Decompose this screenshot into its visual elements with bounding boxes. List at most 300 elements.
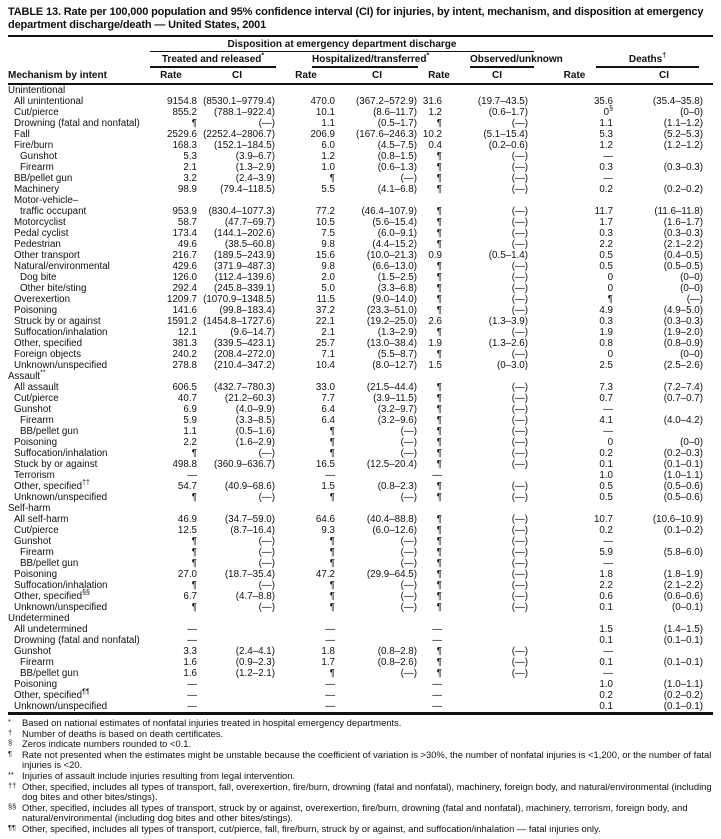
rate-cell: 1.2 [599, 140, 614, 151]
ci-cell: (40.4–88.8) [366, 514, 417, 525]
ci-cell: (0.2–0.2) [663, 690, 704, 701]
rate-cell: — [187, 635, 197, 646]
rate-cell: ¶ [329, 668, 335, 679]
ci-cell: (—) [511, 580, 529, 591]
row-label: Poisoning [14, 305, 58, 316]
footnote-marker: * [426, 52, 430, 60]
footnote-text: Other, specified, includes all types of transport, struck by or against, overexertion, fire/burn, drowning (fatal and nonfatal), machinery, terrorism, foreign body, and natural/environmental (including dog bites and other bites/stings). [22, 801, 688, 824]
rate-cell: ¶ [436, 118, 442, 129]
table-row [8, 162, 713, 173]
table-row [8, 316, 713, 327]
rate-cell: 33.0 [315, 382, 335, 393]
row-label [8, 195, 144, 217]
rate-cell: — [432, 470, 442, 481]
ci-cell: (8.0–12.7) [372, 360, 417, 371]
table-row [8, 569, 713, 580]
ci-cell: (2.1–2.2) [663, 239, 704, 250]
rate-cell: ¶ [329, 426, 335, 437]
rate-cell: ¶ [436, 382, 442, 393]
ci-cell: (79.4–118.5) [220, 184, 275, 195]
section-header: Self-harm [8, 503, 51, 514]
ci-cell: (0.1–0.1) [663, 459, 704, 470]
rate-cell: ¶ [436, 305, 442, 316]
table-row [8, 536, 713, 547]
table-row [8, 327, 713, 338]
ci-cell: (208.4–272.0) [213, 349, 275, 360]
rate-cell: ¶ [436, 558, 442, 569]
rate-cell: 292.4 [172, 283, 197, 294]
ci-cell: (—) [511, 393, 529, 404]
rate-cell: ¶ [329, 580, 335, 591]
ci-cell: (245.8–339.1) [213, 283, 275, 294]
rate-cell: ¶ [436, 448, 442, 459]
ci-cell: (0.3–0.3) [663, 316, 704, 327]
table-row [8, 415, 713, 426]
rate-cell: ¶ [436, 492, 442, 503]
rate-cell: 1.2 [321, 151, 335, 162]
rate-cell: — [187, 679, 197, 690]
ci-cell: (1.3–2.9) [377, 327, 417, 338]
ci-cell: (0–0.1) [671, 602, 704, 613]
table-row [8, 580, 713, 591]
ci-cell: (—) [258, 118, 275, 129]
table-row [8, 657, 713, 668]
rate-cell: 0.6 [599, 591, 614, 602]
rate-cell: 6.9 [183, 404, 197, 415]
ci-cell: (0.3–0.3) [663, 162, 704, 173]
ci-cell: (0–0) [680, 107, 704, 118]
rate-cell: — [187, 701, 197, 712]
rate-cell: 0.3 [599, 228, 614, 239]
rate-cell: 5.5 [321, 184, 335, 195]
rate-cell: — [325, 635, 335, 646]
rate-cell: 240.2 [172, 349, 197, 360]
rate-cell: ¶ [191, 602, 197, 613]
ci-cell [460, 624, 534, 635]
rate-cell: 0§ [603, 105, 614, 118]
ci-cell: (0.7–0.7) [663, 393, 704, 404]
ci-cell [336, 624, 418, 635]
rate-cell: ¶ [436, 525, 442, 536]
ci-cell [615, 646, 713, 657]
ci-cell: (—) [511, 646, 529, 657]
ci-cell: (—) [511, 327, 529, 338]
ci-cell: (0–0) [680, 272, 704, 283]
table-row [8, 338, 713, 349]
rate-cell: 206.9 [310, 129, 335, 140]
table-row [8, 404, 713, 415]
rate-cell: 22.1 [315, 316, 335, 327]
stub-header: Mechanism by intent [8, 68, 144, 84]
table-row [8, 437, 713, 448]
ci-cell: (3.2–9.7) [377, 404, 417, 415]
table-row [8, 470, 713, 481]
ci-cell [336, 635, 418, 646]
table-row [8, 635, 713, 646]
footnote-marker: ¶ [8, 748, 13, 758]
rate-cell: 1.0 [599, 470, 614, 481]
footnote-text: Based on national estimates of nonfatal injuries treated in hospital emergency departments. [22, 717, 402, 728]
row-label: Foreign objects [14, 349, 81, 360]
ci-cell [615, 173, 713, 184]
footnote-text: Zeros indicate numbers rounded to <0.1. [22, 738, 192, 750]
rate-cell: — [603, 173, 614, 184]
ci-cell: (0.5–0.6) [663, 481, 704, 492]
rate-cell: 10.5 [315, 217, 335, 228]
table-row [8, 151, 713, 162]
ci-cell: (0.1–0.2) [663, 525, 704, 536]
ci-cell: (1.4–1.5) [663, 624, 704, 635]
group-header-row [8, 52, 713, 68]
rate-cell: 0.8 [599, 338, 614, 349]
table-row [8, 217, 713, 228]
rate-cell: 37.2 [315, 305, 335, 316]
footnote [8, 824, 713, 835]
rate-cell: 5.9 [599, 547, 614, 558]
ci-cell: (1070.9–1348.5) [203, 294, 275, 305]
ci-cell: (10.6–10.9) [652, 514, 704, 525]
column-group-label: Deaths† [596, 52, 699, 68]
ci-cell: (—) [511, 173, 529, 184]
footnote-marker: ** [40, 369, 46, 377]
rate-cell: ¶ [436, 569, 442, 580]
ci-column-header: CI [198, 68, 276, 84]
ci-cell: (4.0–9.9) [235, 404, 275, 415]
ci-cell [198, 701, 276, 714]
rate-cell: 9.8 [321, 239, 335, 250]
rate-cell: 49.6 [177, 239, 197, 250]
footnote-marker: ¶¶ [8, 822, 17, 832]
rate-cell: 141.6 [172, 305, 197, 316]
row-label: Other bite/sting [20, 283, 87, 294]
rate-cell: 1591.2 [167, 316, 197, 327]
ci-cell: (0.5–1.6) [235, 426, 275, 437]
ci-cell: (3.9–6.7) [235, 151, 275, 162]
rate-cell: 2.5 [599, 360, 614, 371]
table-row [8, 305, 713, 316]
table-row [8, 283, 713, 294]
row-label-line2: traffic occupant [20, 206, 87, 217]
row-label: Other, specified¶¶ [14, 688, 90, 701]
row-label: Firearm [20, 657, 54, 668]
ci-cell: (0.6–1.3) [377, 162, 417, 173]
rate-cell: 0 [607, 437, 614, 448]
group-stub-spacer [8, 52, 144, 68]
footnote-marker: ¶¶ [82, 688, 90, 696]
ci-cell: (40.9–68.6) [224, 481, 275, 492]
ci-cell: (6.0–9.1) [377, 228, 417, 239]
ci-cell [198, 624, 276, 635]
row-label: Gunshot [14, 646, 52, 657]
rate-cell: 0.2 [599, 525, 614, 536]
rate-cell: ¶ [329, 536, 335, 547]
ci-cell: (788.1–922.4) [213, 107, 275, 118]
rate-cell: ¶ [436, 184, 442, 195]
footnotes [8, 718, 713, 835]
ci-cell: (13.0–38.4) [366, 338, 417, 349]
rate-cell: 31.6 [422, 96, 442, 107]
ci-cell: (2.4–3.9) [235, 173, 275, 184]
row-label: Unknown/unspecified [14, 360, 108, 371]
rate-cell: 0.4 [428, 140, 442, 151]
rate-cell: ¶ [436, 173, 442, 184]
rate-cell: 1.1 [599, 118, 614, 129]
ci-cell: (—) [511, 514, 529, 525]
ci-cell: (1.6–1.7) [663, 217, 704, 228]
ci-cell [460, 679, 534, 690]
ci-cell: (—) [511, 382, 529, 393]
row-label: Natural/environmental [14, 261, 110, 272]
footnote-text: Rate not presented when the estimates might be unstable because the coefficient of variation is >30%, the number of nonfatal injuries is <1,200, or the number of fatal injuries is <20. [22, 748, 712, 771]
rate-cell: ¶ [191, 118, 197, 129]
table-row [8, 360, 713, 371]
ci-cell [615, 536, 713, 547]
row-label: BB/pellet gun [20, 668, 79, 679]
ci-cell: (2252.4–2806.7) [203, 129, 275, 140]
ci-cell: (—) [400, 173, 417, 184]
rate-cell: ¶ [436, 536, 442, 547]
ci-cell: (18.7–35.4) [224, 569, 275, 580]
rate-cell: 2.1 [183, 162, 197, 173]
row-label: BB/pellet gun [20, 426, 79, 437]
row-label: Struck by or against [14, 316, 101, 327]
table-row [8, 459, 713, 470]
rate-cell: ¶ [436, 668, 442, 679]
ci-cell: (3.9–11.5) [373, 393, 417, 404]
ci-cell: (—) [258, 580, 275, 591]
row-label: Suffocation/inhalation [14, 327, 108, 338]
rate-cell: 0.9 [428, 250, 442, 261]
footnote-marker: † [662, 52, 667, 60]
footnote-marker: ** [8, 769, 14, 779]
row-label: Overexertion [14, 294, 71, 305]
rate-cell: ¶ [436, 261, 442, 272]
rate-cell: ¶ [436, 426, 442, 437]
rate-cell: ¶ [436, 415, 442, 426]
ci-cell [460, 701, 534, 714]
ci-cell: (0.6–1.7) [488, 107, 529, 118]
footnote-marker: † [8, 727, 13, 737]
ci-cell: (5.1–15.4) [483, 129, 529, 140]
ci-cell: (0.4–0.5) [663, 250, 704, 261]
rate-cell: ¶ [436, 217, 442, 228]
rate-cell: 2.1 [321, 327, 335, 338]
section-header: Undetermined [8, 613, 70, 624]
row-label: Unknown/unspecified [14, 492, 108, 503]
table-body [8, 84, 713, 714]
ci-cell: (0.8–2.6) [377, 657, 417, 668]
rate-cell: 4.1 [599, 415, 614, 426]
column-group-cell [418, 52, 563, 68]
ci-cell [336, 679, 418, 690]
table-row [8, 690, 713, 701]
ci-cell: (—) [400, 580, 417, 591]
rate-cell: 381.3 [172, 338, 197, 349]
table-row [8, 129, 713, 140]
table-row [8, 96, 713, 107]
rate-cell: 1.1 [183, 426, 197, 437]
ci-cell: (0.2–0.2) [663, 184, 704, 195]
ci-cell: (19.2–25.0) [366, 316, 417, 327]
column-group-label: Treated and released* [150, 52, 276, 68]
ci-cell: (0.8–2.3) [377, 481, 417, 492]
ci-cell: (1.2–2.1) [235, 668, 275, 679]
rate-cell: 470.0 [310, 96, 335, 107]
ci-cell: (2.1–2.2) [663, 580, 704, 591]
footnote [8, 803, 713, 824]
ci-cell: (0.3–0.3) [663, 228, 704, 239]
rate-cell: ¶ [436, 514, 442, 525]
ci-cell: (—) [400, 602, 417, 613]
ci-cell: (—) [511, 602, 529, 613]
ci-cell: (—) [400, 536, 417, 547]
ci-cell: (—) [258, 448, 275, 459]
ci-cell [198, 679, 276, 690]
ci-cell: (—) [511, 162, 529, 173]
ci-cell: (0–0) [680, 349, 704, 360]
ci-cell: (—) [511, 404, 529, 415]
ci-cell: (1454.8–1727.6) [203, 316, 275, 327]
table-row [8, 701, 713, 714]
ci-cell: (0.2–0.6) [488, 140, 529, 151]
rate-cell: 0.5 [599, 261, 614, 272]
ci-cell: (3.3–8.5) [235, 415, 275, 426]
row-label: Cut/pierce [14, 393, 59, 404]
rate-cell: 429.6 [172, 261, 197, 272]
ci-cell: (0–0) [680, 283, 704, 294]
rate-cell: 0.3 [599, 162, 614, 173]
rate-column-header: Rate [534, 68, 615, 84]
rate-cell: ¶ [329, 602, 335, 613]
rate-cell: 1.7 [321, 657, 335, 668]
rate-cell: ¶ [436, 206, 442, 217]
rate-cell: ¶ [436, 437, 442, 448]
ci-cell: (—) [400, 492, 417, 503]
ci-cell: (—) [511, 448, 529, 459]
rate-cell: 77.2 [315, 206, 335, 217]
ci-cell: (1.3–2.6) [488, 338, 529, 349]
ci-cell: (—) [511, 481, 529, 492]
ci-cell: (—) [258, 558, 275, 569]
rate-cell: 5.0 [321, 283, 335, 294]
rate-cell: 0.5 [599, 250, 614, 261]
ci-cell: (1.3–2.9) [235, 162, 275, 173]
ci-cell: (9.0–14.0) [372, 294, 417, 305]
ci-cell: (9.6–14.7) [230, 327, 275, 338]
row-label: Poisoning [14, 679, 58, 690]
ci-cell: (0.1–0.1) [663, 635, 704, 646]
rate-cell: ¶ [436, 404, 442, 415]
rate-cell: 173.4 [172, 228, 197, 239]
row-label: Machinery [14, 184, 60, 195]
ci-cell [615, 668, 713, 679]
ci-cell: (—) [511, 558, 529, 569]
rate-cell: 0 [607, 272, 614, 283]
row-label: Gunshot [14, 536, 52, 547]
ci-cell: (0.8–1.5) [377, 151, 417, 162]
rate-cell: 5.3 [183, 151, 197, 162]
ci-cell: (—) [511, 294, 529, 305]
row-label: Suffocation/inhalation [14, 580, 108, 591]
rate-cell: 58.7 [177, 217, 197, 228]
ci-cell [615, 404, 713, 415]
ci-cell: (—) [511, 228, 529, 239]
rate-cell: 606.5 [172, 382, 197, 393]
rate-cell: 6.4 [321, 404, 335, 415]
ci-cell: (—) [511, 415, 529, 426]
ci-cell: (167.6–246.3) [355, 129, 417, 140]
ci-cell: (144.1–202.6) [213, 228, 275, 239]
rate-cell: 0 [607, 349, 614, 360]
ci-cell: (0–3.0) [496, 360, 529, 371]
ci-cell: (—) [511, 426, 529, 437]
ci-cell: (4.9–5.0) [663, 305, 704, 316]
rate-cell: 0.2 [599, 448, 614, 459]
ci-cell: (1.1–1.2) [663, 118, 704, 129]
subheader-row [8, 68, 713, 84]
footnote [8, 782, 713, 803]
rate-cell: 11.5 [316, 294, 335, 305]
rate-cell: 216.7 [172, 250, 197, 261]
rate-cell: — [432, 635, 442, 646]
ci-cell [460, 690, 534, 701]
rate-cell: 1.5 [599, 624, 614, 635]
row-label: All assault [14, 382, 59, 393]
ci-cell [615, 426, 713, 437]
ci-cell: (4.7–8.8) [235, 591, 275, 602]
rate-cell: 1.0 [321, 162, 335, 173]
rate-cell: ¶ [436, 657, 442, 668]
rate-cell: ¶ [329, 437, 335, 448]
ci-cell [336, 470, 418, 481]
table-row [8, 547, 713, 558]
row-label: BB/pellet gun [20, 558, 79, 569]
rate-cell: ¶ [436, 349, 442, 360]
section-header: Unintentional [8, 85, 66, 96]
table-row [8, 250, 713, 261]
table-row [8, 118, 713, 129]
row-label: Pedal cyclist [14, 228, 69, 239]
ci-cell: (6.0–12.6) [372, 525, 417, 536]
table-row [8, 448, 713, 459]
row-label: BB/pellet gun [14, 173, 73, 184]
rate-cell: ¶ [329, 173, 335, 184]
table-row [8, 481, 713, 492]
rate-cell: ¶ [436, 327, 442, 338]
rate-cell: 98.9 [177, 184, 197, 195]
table-row [8, 492, 713, 503]
ci-cell: (—) [258, 547, 275, 558]
rate-cell: 1.5 [428, 360, 442, 371]
ci-cell: (4.5–7.5) [377, 140, 417, 151]
row-label: All self-harm [14, 514, 69, 525]
rate-cell: 1.5 [321, 481, 335, 492]
ci-cell [460, 470, 534, 481]
ci-cell: (—) [400, 668, 417, 679]
ci-cell: (21.5–44.4) [366, 382, 417, 393]
ci-cell [460, 635, 534, 646]
ci-cell: (371.9–487.3) [213, 261, 275, 272]
ci-cell: (2.5–2.6) [663, 360, 704, 371]
rate-column-header: Rate [144, 68, 198, 84]
rate-cell: 0.2 [599, 690, 614, 701]
row-label: Other, specified†† [14, 479, 90, 492]
rate-cell: ¶ [607, 294, 614, 305]
ci-cell: (—) [511, 184, 529, 195]
row-label: Other transport [14, 250, 80, 261]
rate-cell: — [325, 701, 335, 712]
ci-cell: (47.7–69.7) [224, 217, 275, 228]
